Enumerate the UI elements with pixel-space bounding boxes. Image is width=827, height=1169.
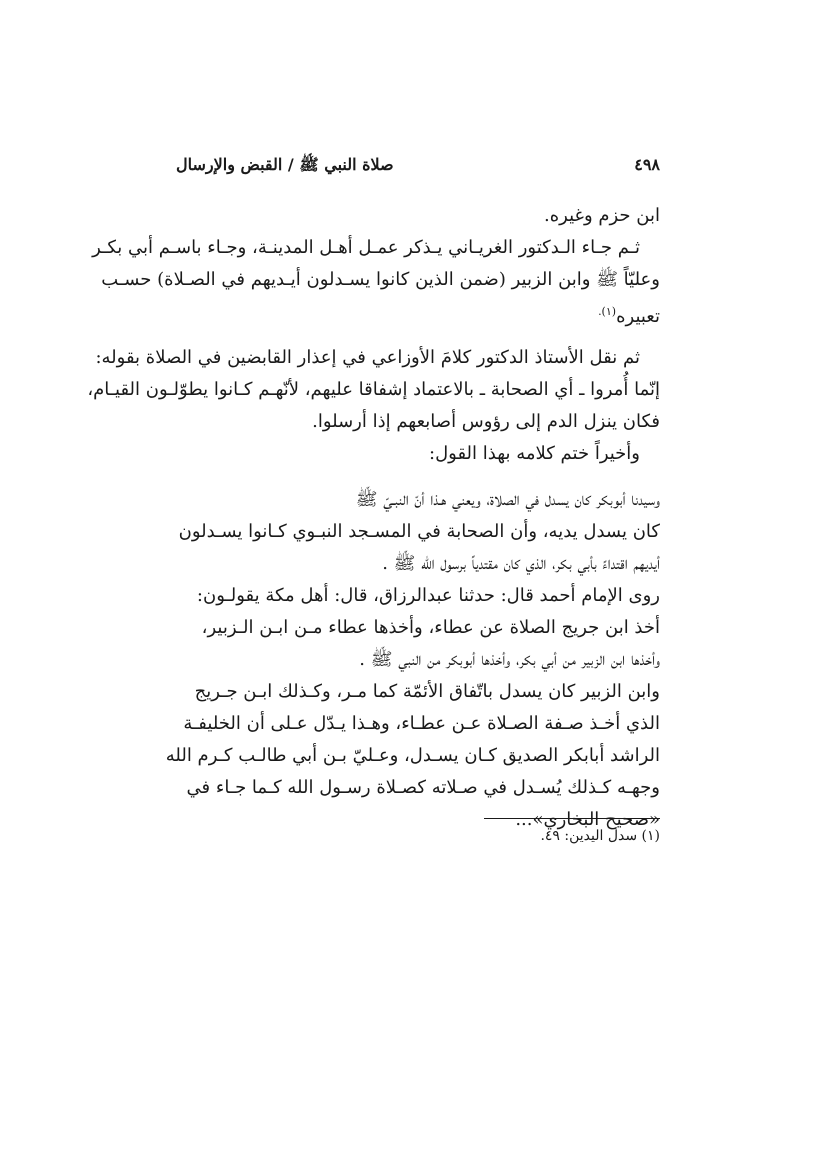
paragraph-awzai (87, 342, 660, 470)
text-line: ثم نقل الأستاذ الدكتور كلامَ الأوزاعي في إعذار القابضين في الصلاة بقوله: (95, 347, 640, 368)
footnote-divider (484, 818, 660, 819)
text-line-with-footnote (176, 296, 660, 328)
text-line: وابن الزبير كان يسدل باتّفاق الأئمّة كما مـر، وكـذلك ابـن جـريج (194, 681, 660, 702)
text-line: روى الإمام أحمد قال: حدثنا عبدالرزاق، قال: أهل مكة يقولـون: (196, 585, 660, 606)
footnote-reference: (١). (598, 305, 617, 318)
text-line: ثـم جـاء الـدكتور الغريـاني يـذكر عمـل أهـل المدينـة، وجـاء باسـم أبي بكـر (92, 237, 640, 258)
text-line: فكان ينزل الدم إلى رؤوس أصابعهم إذا أرسلوا. (312, 411, 660, 432)
running-title: صلاة النبي ﷺ / القبض والإرسال (176, 155, 394, 174)
text-line: الذي أخـذ صـفة الصـلاة عـن عطـاء، وهـذا يـدّل عـلى أن الخليفـة (183, 713, 660, 734)
text-line: ابن حزم وغيره. (544, 205, 660, 226)
page-number: ٤٩٨ (634, 155, 660, 174)
text-line: وأخيراً ختم كلامه بهذا القول: (429, 443, 640, 464)
text-line: وجهـه كـذلك يُسـدل في صـلاته كصـلاة رسـول الله كـما جـاء في (186, 777, 660, 798)
text-line: وسيدنا أبوبكر كان يسدل في الصلاة، ويعني هـذا أنّ النبـيّ ﷺ (355, 489, 660, 510)
main-text (87, 200, 660, 836)
text-line: الراشد أبابكر الصديق كـان يسـدل، وعـليّ بـن أبي طالـب كـرم الله (165, 745, 660, 766)
text-fragment: تعبيره (616, 306, 660, 327)
text-line: «صحيح البخاري»... (515, 809, 660, 830)
text-line: أخذ ابن جريج الصلاة عن عطاء، وأخذها عطاء مـن ابـن الـزبير، (201, 617, 660, 638)
text-line: وعليّاً ﷺ وابن الزبير (ضمن الذين كانوا يسـدلون أيـديهم في الصـلاة) حسـب (101, 269, 660, 290)
quoted-passage (165, 484, 660, 836)
text-line: وأخذها ابن الزبير من أبي بكر، وأخذها أبوبكر من النبي ﷺ . (359, 649, 660, 670)
page-header (176, 155, 660, 183)
text-line: أيديهم اقتداءً بأبي بكر، الذي كان مقتدياً برسول الله ﷺ . (382, 553, 660, 574)
text-line: كان يسدل يديه، وأن الصحابة في المسـجد النبـوي كـانوا يسـدلون (178, 521, 660, 542)
footnote: (١) سدل اليدين: ٤٩. (540, 828, 660, 844)
text-line: إنّما أُمروا ـ أي الصحابة ـ بالاعتماد إشفاقا عليهم، لأنّهـم كـانوا يطوّلـون القيـام، (87, 379, 660, 400)
